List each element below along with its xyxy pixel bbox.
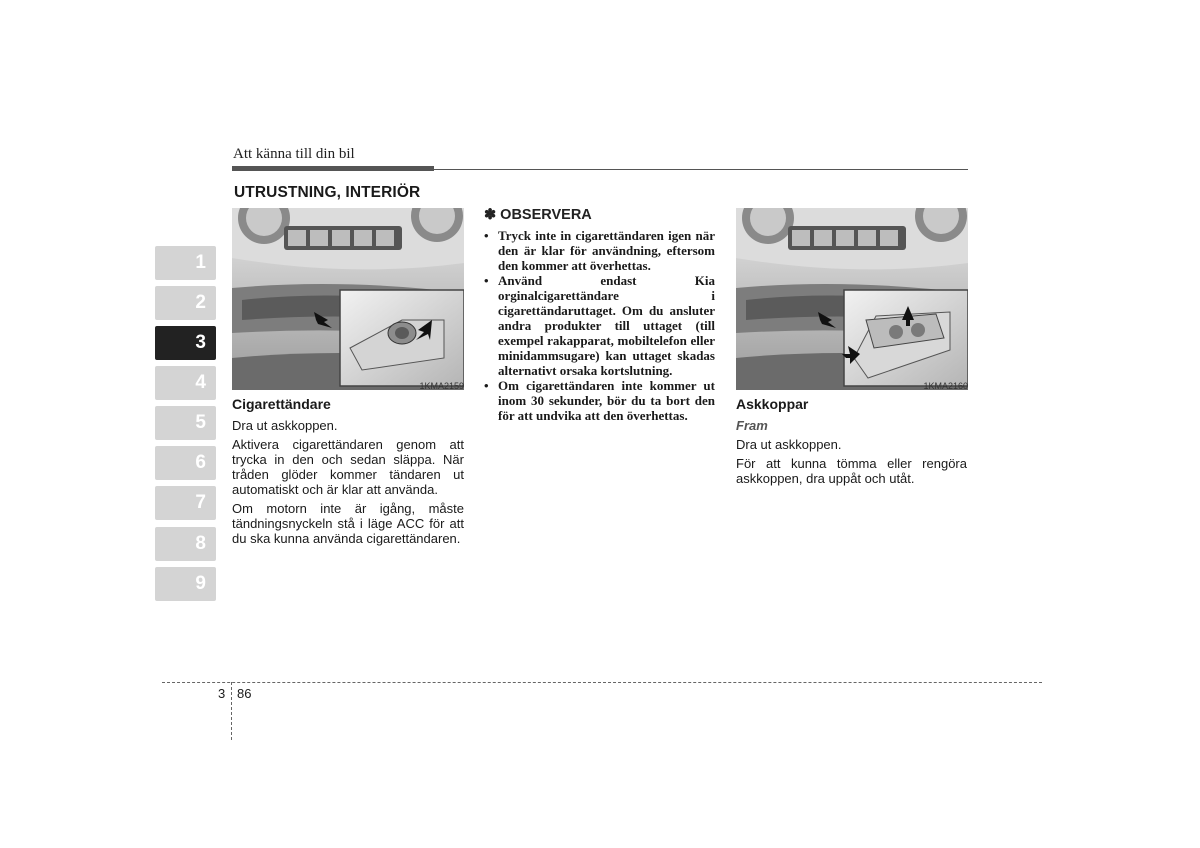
- paragraph: Aktivera cigarettändaren genom att trycka in den och sedan släppa. När tråden glöder kommer tändaren ut automatiskt och är klar att använda.: [232, 437, 464, 497]
- image-code-left: 1KMA2159: [419, 381, 464, 391]
- cigarette-lighter-photo: [232, 208, 464, 390]
- footer-divider: [231, 682, 232, 740]
- ashtray-heading: Askkoppar: [736, 396, 809, 412]
- chapter-tab-2[interactable]: 2: [155, 286, 216, 320]
- ashtray-subheading-front: Fram: [736, 418, 768, 433]
- running-header: Att känna till din bil: [233, 146, 355, 162]
- note-item: • Använd endast Kia orginalcigarettändare i cigarettändaruttaget. Om du ansluter andra produkter till uttaget (till exempel rakapparat, mobiltelefon eller minidammsugare) kan uttaget skadas alternativt orsaka kortslutning.: [484, 273, 715, 378]
- paragraph: Dra ut askkoppen.: [736, 437, 842, 452]
- note-item: • Om cigarettändaren inte kommer ut inom 30 sekunder, bör du ta bort den för att undvika att den överhettas.: [484, 378, 715, 423]
- image-code-right: 1KMA2160: [923, 381, 968, 391]
- ashtray-photo: [736, 208, 968, 390]
- paragraph: Om motorn inte är igång, måste tändningsnyckeln stå i läge ACC för att du ska kunna använda cigarettändaren.: [232, 501, 464, 546]
- chapter-tab-8[interactable]: 8: [155, 527, 216, 561]
- bullet: •: [484, 228, 489, 243]
- header-rule-thick: [232, 166, 434, 171]
- cigarette-lighter-heading: Cigarettändare: [232, 396, 331, 412]
- footer-chapter-number: 3: [218, 686, 226, 701]
- chapter-tab-6[interactable]: 6: [155, 446, 216, 480]
- chapter-tab-7[interactable]: 7: [155, 486, 216, 520]
- chapter-tab-5[interactable]: 5: [155, 406, 216, 440]
- section-title: UTRUSTNING, INTERIÖR: [234, 184, 421, 201]
- chapter-tab-9[interactable]: 9: [155, 567, 216, 601]
- bullet: •: [484, 378, 489, 393]
- bullet: •: [484, 273, 489, 288]
- chapter-tab-3[interactable]: 3: [155, 326, 216, 360]
- cigarette-lighter-text: [232, 418, 464, 546]
- note-list: [484, 228, 715, 423]
- ashtray-text: [736, 437, 967, 486]
- chapter-tab-4[interactable]: 4: [155, 366, 216, 400]
- chapter-tab-1[interactable]: 1: [155, 246, 216, 280]
- footer-rule: [162, 682, 1042, 683]
- note-title: ✽ OBSERVERA: [484, 207, 592, 223]
- footer-page-number: 86: [237, 686, 252, 701]
- header-rule-thin: [434, 169, 968, 170]
- note-item: • Tryck inte in cigarettändaren igen när den är klar för användning, eftersom den kommer att överhettas.: [484, 228, 715, 273]
- paragraph: Dra ut askkoppen.: [232, 418, 338, 433]
- paragraph: För att kunna tömma eller rengöra askkoppen, dra uppåt och utåt.: [736, 456, 967, 486]
